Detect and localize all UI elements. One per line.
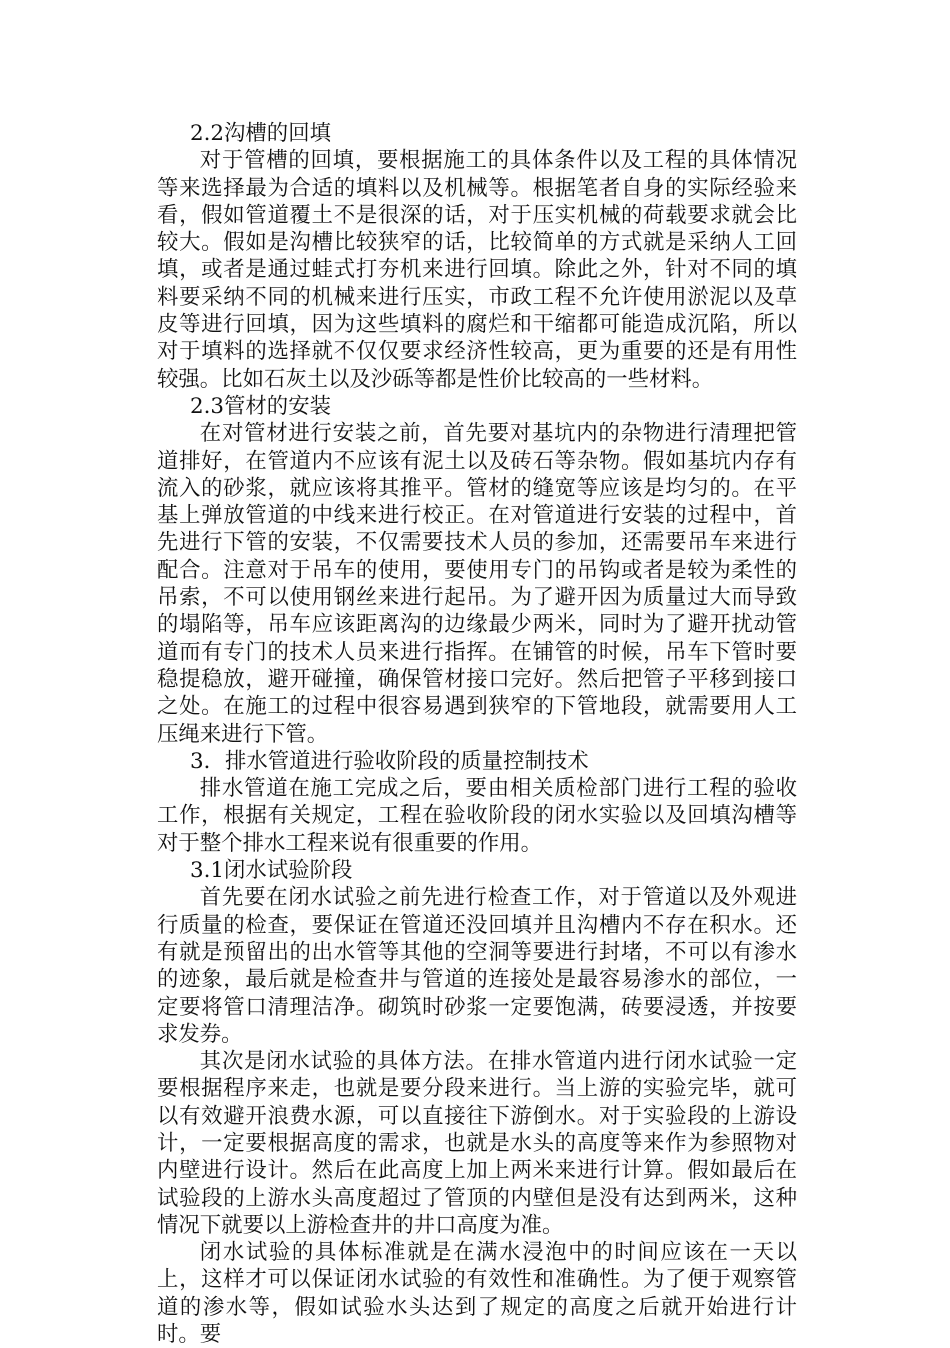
paragraph-backfill: 对于管槽的回填，要根据施工的具体条件以及工程的具体情况等来选择最为合适的填料以及机械等。根据笔者自身的实际经验来看，假如管道覆土不是很深的话，对于压实机械的荷载要求就会比较大。假如是沟槽比较狭窄的话，比较简单的方式就是采纳人工回填，或者是通过蛙式打夯机来进行回填。除此之外，针对不同的填料要采纳不同的机械来进行压实，市政工程不允许使用淤泥以及草皮等进行回填，因为这些填料的腐烂和干缩都可能造成沉陷，所以对于填料的选择就不仅仅要求经济性较高，更为重要的还是有用性较强。比如石灰土以及沙砾等都是性价比较高的一些材料。	[157, 148, 797, 392]
paragraph-pipe-installation: 在对管材进行安装之前，首先要对基坑内的杂物进行清理把管道排好，在管道内不应该有泥土以及砖石等杂物。假如基坑内存有流入的砂浆，就应该将其推平。管材的缝宽等应该是均匀的。在平基上弹放管道的中线来进行校正。在对管道进行安装的过程中，首先进行下管的安装，不仅需要技术人员的参加，还需要吊车来进行配合。注意对于吊车的使用，要使用专门的吊钩或者是较为柔性的吊索，不可以使用钢丝来进行起吊。为了避开因为质量过大而导致的塌陷等，吊车应该距离沟的边缘最少两米，同时为了避开扰动管道而有专门的技术人员来进行指挥。在铺管的时候，吊车下管时要稳提稳放，避开碰撞，确保管材接口完好。然后把管子平移到接口之处。在施工的过程中很容易遇到狭窄的下管地段，就需要用人工压绳来进行下管。	[157, 421, 797, 747]
section-heading-2-3: 2.3管材的安装	[190, 393, 331, 419]
paragraph-inspection: 首先要在闭水试验之前先进行检查工作，对于管道以及外观进行质量的检查，要保证在管道还没回填并且沟槽内不存在积水。还有就是预留出的出水管等其他的空洞等要进行封堵，不可以有渗水的迹象，最后就是检查井与管道的连接处是最容易渗水的部位，一定要将管口清理洁净。砌筑时砂浆一定要饱满，砖要浸透，并按要求发券。	[157, 885, 797, 1047]
paragraph-test-standard: 闭水试验的具体标准就是在满水浸泡中的时间应该在一天以上，这样才可以保证闭水试验的有效性和准确性。为了便于观察管道的渗水等，假如试验水头达到了规定的高度之后就开始进行计时。要	[157, 1240, 797, 1348]
document-body	[157, 120, 797, 1348]
paragraph-acceptance: 排水管道在施工完成之后，要由相关质检部门进行工程的验收工作，根据有关规定，工程在验收阶段的闭水实验以及回填沟槽等对于整个排水工程来说有很重要的作用。	[157, 776, 797, 856]
paragraph-test-method: 其次是闭水试验的具体方法。在排水管道内进行闭水试验一定要根据程序来走，也就是要分段来进行。当上游的实验完毕，就可以有效避开浪费水源，可以直接往下游倒水。对于实验段的上游设计，一定要根据高度的需求，也就是水头的高度等来作为参照物对内壁进行设计。然后在此高度上加上两米来进行计算。假如最后在试验段的上游水头高度超过了管顶的内壁但是没有达到两米，这种情况下就要以上游检查井的井口高度为准。	[157, 1049, 797, 1238]
section-heading-3: 3．排水管道进行验收阶段的质量控制技术	[190, 748, 589, 774]
section-heading-2-2: 2.2沟槽的回填	[190, 121, 331, 146]
section-heading-3-1: 3.1闭水试验阶段	[190, 858, 353, 884]
